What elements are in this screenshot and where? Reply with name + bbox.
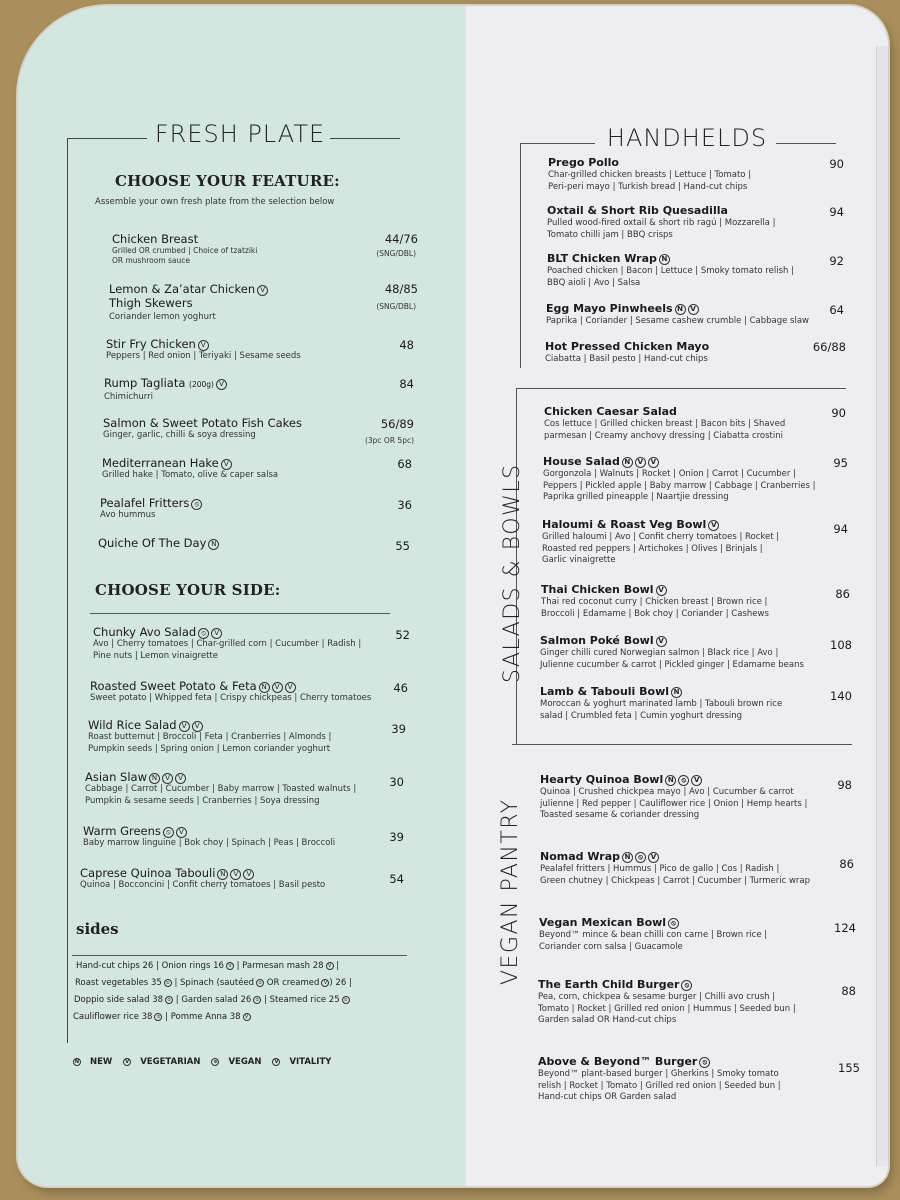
vitality-icon: V — [243, 869, 254, 880]
new-icon: N — [259, 682, 270, 693]
vitality-icon: V — [648, 852, 659, 863]
frame-line-top-right — [330, 138, 400, 139]
vitality-icon: V — [198, 340, 209, 351]
item-price: 95 — [833, 456, 848, 470]
item-price: 48 — [399, 338, 414, 352]
menu-item: Lamb & Tabouli Bowl N Moroccan & yoghurt marinated lamb | Tabouli brown rice salad | Crumbled feta | Cumin yoghurt dressing — [540, 685, 783, 721]
item-price: 39 — [391, 722, 406, 736]
vegan-icon: ⦸ — [211, 1058, 219, 1066]
vegan-icon: ⦸ — [635, 852, 646, 863]
item-price: 30 — [389, 775, 404, 789]
item-price: 94 — [833, 522, 848, 536]
vitality-icon: V — [211, 628, 222, 639]
vegetarian-icon: V — [321, 979, 329, 987]
item-price: 140 — [830, 689, 852, 703]
choose-feature-heading: CHOOSE YOUR FEATURE: — [115, 172, 340, 190]
menu-item: Salmon & Sweet Potato Fish Cakes Ginger, garlic, chilli & soya dressing — [103, 416, 302, 440]
sides-line: Cauliflower rice 38 ⦸ | Pomme Anna 38 V — [73, 1012, 251, 1022]
vegan-icon: ⦸ — [165, 996, 173, 1004]
item-price-note: (SNG/DBL) — [376, 302, 416, 311]
menu-item: Chicken Breast Grilled OR crumbed | Choice of tzatziki OR mushroom sauce — [112, 232, 258, 265]
item-price: 36 — [397, 498, 412, 512]
vegetarian-icon: V — [179, 721, 190, 732]
vegan-icon: ⦸ — [253, 996, 261, 1004]
side-item: Caprese Quinoa Tabouli N V V Quinoa | Bocconcini | Confit cherry tomatoes | Basil pesto — [80, 866, 326, 890]
item-price-note: (3pc OR 5pc) — [364, 436, 414, 445]
frame-line-top-left — [67, 138, 147, 139]
vitality-icon: V — [221, 459, 232, 470]
vegan-icon: ⦸ — [681, 980, 692, 991]
side-item: Asian Slaw N V V Cabbage | Carrot | Cucumber | Baby marrow | Toasted walnuts | Pumpkin & sesame seeds | Cranberries | Soya dressing — [85, 770, 357, 806]
vegetarian-icon: V — [243, 1013, 251, 1021]
vegan-icon: ⦸ — [668, 918, 679, 929]
new-icon: N — [74, 1059, 80, 1065]
vegan-icon: ⦸ — [191, 499, 202, 510]
vegan-icon: ⦸ — [256, 979, 264, 987]
vegan-pantry-title: VEGAN PANTRY — [498, 798, 523, 985]
new-icon: N — [622, 852, 633, 863]
item-price: 46 — [393, 681, 408, 695]
vegan-icon: ⦸ — [163, 827, 174, 838]
new-icon: N — [217, 869, 228, 880]
vitality-icon: V — [257, 285, 268, 296]
item-price: 66/88 — [812, 340, 846, 354]
vegan-icon: ⦸ — [342, 996, 350, 1004]
item-price: 48/85 — [384, 282, 418, 296]
vegetarian-icon: V — [708, 520, 719, 531]
menu-item: House Salad N V V Gorgonzola | Walnuts | Rocket | Onion | Carrot | Cucumber | Peppers | Pickled apple | Baby marrow | Cabbage | Cranberries | Paprika grilled pineapple | Naartjie dressing — [543, 455, 816, 502]
item-price: 94 — [829, 205, 844, 219]
vegetarian-icon: V — [635, 457, 646, 468]
new-icon: N — [208, 539, 219, 550]
item-price: 84 — [399, 377, 414, 391]
menu-item: Stir Fry Chicken V Peppers | Red onion | Teriyaki | Sesame seeds — [106, 337, 301, 361]
vitality-icon: V — [648, 457, 659, 468]
vitality-icon: V — [176, 827, 187, 838]
divider — [516, 388, 846, 389]
vegetarian-icon: V — [123, 1058, 131, 1066]
side-item: Chunky Avo Salad ⦸ V Avo | Cherry tomatoes | Char-grilled corn | Cucumber | Radish | Pine nuts | Lemon vinaigrette — [93, 625, 362, 661]
item-price: 64 — [829, 303, 844, 317]
item-price: 54 — [389, 872, 404, 886]
new-icon: N — [622, 457, 633, 468]
fresh-plate-intro: Assemble your own fresh plate from the selection below — [95, 197, 335, 207]
item-price: 90 — [829, 157, 844, 171]
menu-item: Thai Chicken Bowl V Thai red coconut curry | Chicken breast | Brown rice | Broccoli | Edamame | Bok choy | Coriander | Cashews — [541, 583, 769, 619]
side-item: Wild Rice Salad V V Roast butternut | Broccoli | Feta | Cranberries | Almonds | Pumpkin seeds | Spring onion | Lemon coriander yoghurt — [88, 718, 332, 754]
next-page-edge — [876, 46, 888, 1166]
vitality-icon: V — [656, 585, 667, 596]
vitality-icon: V — [272, 1058, 280, 1066]
menu-item: Nomad Wrap N ⦸ V Pealafel fritters | Hummus | Pico de gallo | Cos | Radish | Green chutney | Chickpeas | Carrot | Cucumber | Turmeric wrap — [540, 850, 811, 886]
new-icon: N — [675, 304, 686, 315]
side-item: Roasted Sweet Potato & Feta N V V Sweet potato | Whipped feta | Crispy chickpeas | Cherry tomatoes — [90, 679, 372, 703]
menu-item: Pealafel Fritters ⦸ Avo hummus — [100, 496, 202, 522]
item-price: 108 — [830, 638, 852, 652]
salads-bowls-title: SALADS & BOWLS — [500, 463, 525, 683]
vegan-icon: ⦸ — [678, 775, 689, 786]
menu-item: BLT Chicken Wrap N Poached chicken | Bacon | Lettuce | Smoky tomato relish | BBQ aioli | Avo | Salsa — [547, 252, 794, 288]
item-price: 86 — [835, 587, 850, 601]
dietary-legend: N NEW V VEGETARIAN ⦸ VEGAN V VITALITY — [74, 1057, 332, 1067]
frame-line-left — [67, 138, 68, 1043]
sides-line: Roast vegetables 35 ⦸ | Spinach (sautéed ⦸ OR creamed V ) 26 | — [75, 978, 352, 988]
vitality-icon: V — [285, 682, 296, 693]
sides-label: sides — [76, 920, 119, 938]
divider — [512, 744, 852, 745]
new-icon: N — [659, 254, 670, 265]
menu-item: Chicken Caesar Salad Cos lettuce | Grilled chicken breast | Bacon bits | Shaved parmesan | Creamy anchovy dressing | Ciabatta crostini — [544, 405, 786, 441]
menu-item: Hearty Quinoa Bowl N ⦸ V Quinoa | Crushed chickpea mayo | Avo | Cucumber & carrot julienne | Red pepper | Cauliflower rice | Onion | Hemp hearts | Toasted sesame & coriander dressing — [540, 773, 808, 820]
divider — [72, 955, 407, 956]
vegetarian-icon: V — [326, 962, 334, 970]
sides-line: Doppio side salad 38 ⦸ | Garden salad 26 ⦸ | Steamed rice 25 ⦸ — [74, 995, 350, 1005]
item-price: 88 — [841, 984, 856, 998]
menu-item: Hot Pressed Chicken Mayo Ciabatta | Basil pesto | Hand-cut chips — [545, 340, 710, 364]
item-price: 98 — [837, 778, 852, 792]
vegetarian-icon: V — [272, 682, 283, 693]
new-icon: N — [149, 773, 160, 784]
item-price: 90 — [831, 406, 846, 420]
item-price: 86 — [839, 857, 854, 871]
vegetarian-icon: V — [162, 773, 173, 784]
menu-item: Salmon Poké Bowl V Ginger chilli cured Norwegian salmon | Black rice | Avo | Julienne cucumber & carrot | Pickled ginger | Edamame beans — [540, 634, 804, 670]
item-price: 52 — [395, 628, 410, 642]
item-price: 92 — [829, 254, 844, 268]
menu-item: Mediterranean Hake V Grilled hake | Tomato, olive & caper salsa — [102, 456, 279, 480]
vitality-icon: V — [175, 773, 186, 784]
vegetarian-icon: V — [230, 869, 241, 880]
item-price: 39 — [389, 830, 404, 844]
new-icon: N — [665, 775, 676, 786]
menu-item: Prego Pollo Char-grilled chicken breasts | Lettuce | Tomato | Peri-peri mayo | Turkish bread | Hand-cut chips — [548, 156, 752, 192]
menu-item: Above & Beyond™ Burger ⦸ Beyond™ plant-based burger | Gherkins | Smoky tomato relish | Rocket | Tomato | Grilled red onion | Seeded bun | Hand-cut chips OR Garden salad — [538, 1055, 781, 1102]
choose-side-heading: CHOOSE YOUR SIDE: — [95, 581, 281, 599]
vegan-icon: ⦸ — [154, 1013, 162, 1021]
item-price: 68 — [397, 457, 412, 471]
item-price-note: (SNG/DBL) — [376, 249, 416, 258]
fresh-plate-title: FRESH PLATE — [154, 120, 326, 148]
menu-item: Rump Tagliata (200g) V Chimichurri — [104, 376, 227, 404]
divider — [90, 613, 390, 614]
new-icon: N — [671, 687, 682, 698]
side-item: Warm Greens ⦸ V Baby marrow linguine | Bok choy | Spinach | Peas | Broccoli — [83, 824, 336, 848]
frame-line — [520, 143, 521, 368]
sides-line: Hand-cut chips 26 | Onion rings 16 V | Parmesan mash 28 V | — [76, 961, 340, 971]
vegetarian-icon: V — [688, 304, 699, 315]
item-price: 56/89 — [380, 417, 414, 431]
frame-line — [520, 143, 595, 144]
item-price: 55 — [395, 539, 410, 553]
vitality-icon: V — [216, 379, 227, 390]
vitality-icon: V — [192, 721, 203, 732]
item-price: 124 — [834, 921, 856, 935]
handhelds-title: HANDHELDS — [606, 124, 768, 152]
menu-item: Oxtail & Short Rib Quesadilla Pulled wood-fired oxtail & short rib ragú | Mozzarella | Tomato chilli jam | BBQ crisps — [547, 204, 776, 240]
vitality-icon: V — [656, 636, 667, 647]
vegan-icon: ⦸ — [699, 1057, 710, 1068]
menu-item: Egg Mayo Pinwheels N V Paprika | Coriander | Sesame cashew crumble | Cabbage slaw — [546, 302, 809, 326]
menu-item: Haloumi & Roast Veg Bowl V Grilled haloumi | Avo | Confit cherry tomatoes | Rocket | Roasted red peppers | Artichokes | Olives | Brinjals | Garlic vinaigrette — [542, 518, 780, 565]
item-price: 155 — [838, 1061, 860, 1075]
vegan-icon: ⦸ — [164, 979, 172, 987]
menu-item: Lemon & Za’atar Chicken V Thigh Skewers Coriander lemon yoghurt — [109, 282, 268, 324]
frame-line — [776, 143, 836, 144]
menu-item: Quiche Of The Day N — [98, 536, 219, 550]
vegetarian-icon: V — [226, 962, 234, 970]
vegan-icon: ⦸ — [198, 628, 209, 639]
item-price: 44/76 — [384, 232, 418, 246]
vitality-icon: V — [691, 775, 702, 786]
menu-item: Vegan Mexican Bowl ⦸ Beyond™ mince & bean chilli con carne | Brown rice | Coriander corn salsa | Guacamole — [539, 916, 768, 952]
menu-item: The Earth Child Burger ⦸ Pea, corn, chickpea & sesame burger | Chilli avo crush | Tomato | Rocket | Grilled red onion | Hummus | Seeded bun | Garden salad OR Hand-cut chips — [538, 978, 796, 1025]
